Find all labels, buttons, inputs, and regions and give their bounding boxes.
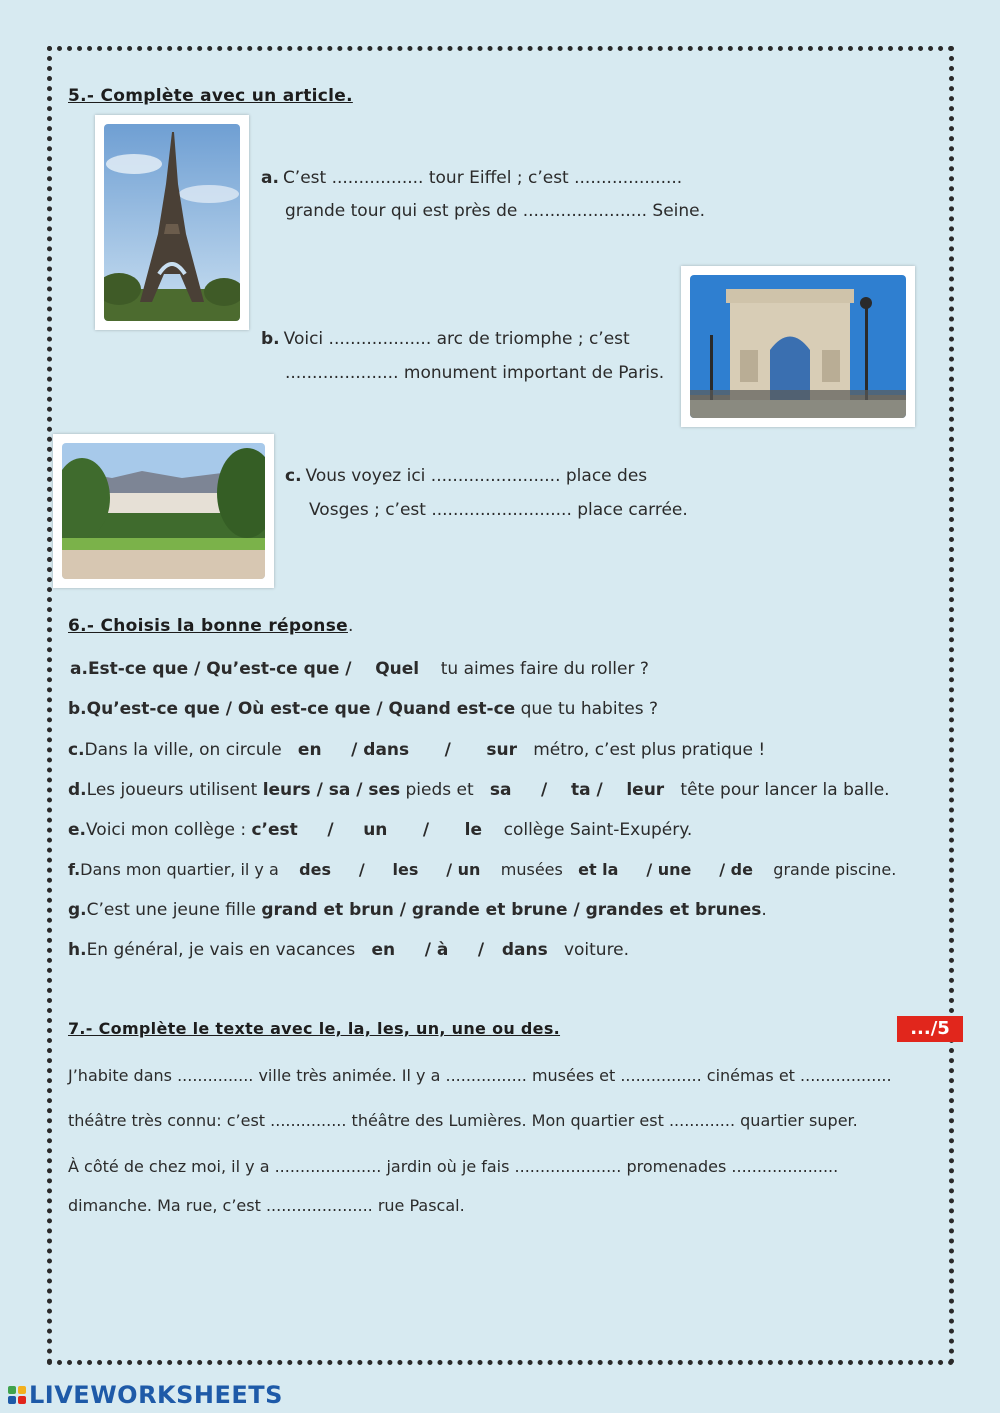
score-badge: .../5	[897, 1016, 963, 1042]
item-text: métro, c’est plus pratique !	[516, 740, 766, 760]
section-7-text-line-1: J’habite dans ............... ville très animée. Il y a ................ musées et ................ cinémas et ..................	[68, 1066, 892, 1085]
choice-options[interactable]: Qu’est-ce que / Où est-ce que / Quand est-ce	[86, 699, 516, 719]
item-text: voiture.	[547, 940, 630, 960]
item-text: Vous voyez ici ........................ place des	[305, 466, 648, 486]
item-text: .	[761, 900, 767, 920]
question-6f	[68, 860, 896, 879]
section-6-title-period: .	[347, 616, 354, 636]
question-6a	[70, 659, 649, 679]
exercise-5a-line2: grande tour qui est près de ....................... Seine.	[285, 201, 706, 221]
item-label: b.	[68, 699, 87, 719]
choice-options[interactable]: en / à / dans	[371, 940, 548, 960]
choice-options[interactable]: en / dans / sur	[297, 740, 517, 760]
section-6-heading	[68, 616, 353, 636]
item-label: f.	[68, 860, 81, 879]
item-label: d.	[68, 780, 87, 800]
item-label: b.	[261, 329, 280, 349]
question-6d	[68, 780, 890, 800]
question-6g	[68, 900, 767, 920]
choice-options[interactable]: Est-ce que / Qu’est-ce que / Quel	[87, 659, 420, 679]
item-text: que tu habites ?	[515, 699, 658, 719]
section-7-text-line-3: À côté de chez moi, il y a ..................... jardin où je fais ..................... promenades .....................	[68, 1157, 839, 1176]
item-text: tête pour lancer la balle.	[664, 780, 890, 800]
logo-blocks-icon	[8, 1386, 26, 1404]
section-7-text-line-4: dimanche. Ma rue, c’est ..................... rue Pascal.	[68, 1196, 465, 1215]
question-6c	[68, 740, 765, 760]
choice-options[interactable]: et la / une / de	[578, 860, 753, 879]
choice-options[interactable]: leurs / sa / ses	[262, 780, 401, 800]
item-text: pieds et	[400, 780, 490, 800]
item-text: En général, je vais en vacances	[86, 940, 372, 960]
question-6h	[68, 940, 629, 960]
question-6b	[68, 699, 658, 719]
exercise-5b-line1	[261, 329, 630, 349]
item-text: Les joueurs utilisent	[86, 780, 263, 800]
item-text: Voici mon collège :	[86, 820, 252, 840]
question-6e	[68, 820, 692, 840]
item-text: C’est ................. tour Eiffel ; c’est ....................	[282, 168, 683, 188]
item-text: Dans la ville, on circule	[84, 740, 298, 760]
place-des-vosges-photo	[53, 434, 274, 588]
item-text: collège Saint-Exupéry.	[481, 820, 693, 840]
item-text: grande piscine.	[752, 860, 897, 879]
exercise-5c-line1	[285, 466, 647, 486]
item-text: Voici ................... arc de triomphe ; c’est	[283, 329, 630, 349]
item-text: C’est une jeune fille	[86, 900, 262, 920]
choice-options[interactable]: grand et brun / grande et brune / grandes et brunes	[261, 900, 762, 920]
item-label: a.	[261, 168, 279, 188]
item-label: h.	[68, 940, 87, 960]
item-label: c.	[68, 740, 85, 760]
section-7-text-line-2: théâtre très connu: c’est ............... théâtre des Lumières. Mon quartier est ............. quartier super.	[68, 1111, 858, 1130]
item-label: g.	[68, 900, 87, 920]
choice-options[interactable]: sa / ta / leur	[489, 780, 665, 800]
liveworksheets-logo[interactable]	[8, 1381, 283, 1409]
exercise-5b-line2: ..................... monument important de Paris.	[285, 363, 665, 383]
choice-options[interactable]: des / les / un	[299, 860, 481, 879]
item-label: e.	[68, 820, 86, 840]
section-6-title: 6.- Choisis la bonne réponse	[68, 616, 348, 636]
item-text: tu aimes faire du roller ?	[419, 659, 649, 679]
arc-de-triomphe-photo	[681, 266, 915, 427]
section-5-title: 5.- Complète avec un article.	[68, 86, 353, 106]
section-7-title: 7.- Complète le texte avec le, la, les, un, une ou des.	[68, 1019, 561, 1038]
choice-options[interactable]: c’est / un / le	[251, 820, 482, 840]
item-text: musées	[480, 860, 579, 879]
item-label: a.	[70, 659, 88, 679]
eiffel-tower-photo	[95, 115, 249, 330]
exercise-5c-line2: Vosges ; c’est .......................... place carrée.	[309, 500, 688, 520]
item-label: c.	[285, 466, 302, 486]
item-text: Dans mon quartier, il y a	[80, 860, 300, 879]
brand-name: LIVEWORKSHEETS	[29, 1381, 283, 1409]
exercise-5a-line1	[261, 168, 682, 188]
